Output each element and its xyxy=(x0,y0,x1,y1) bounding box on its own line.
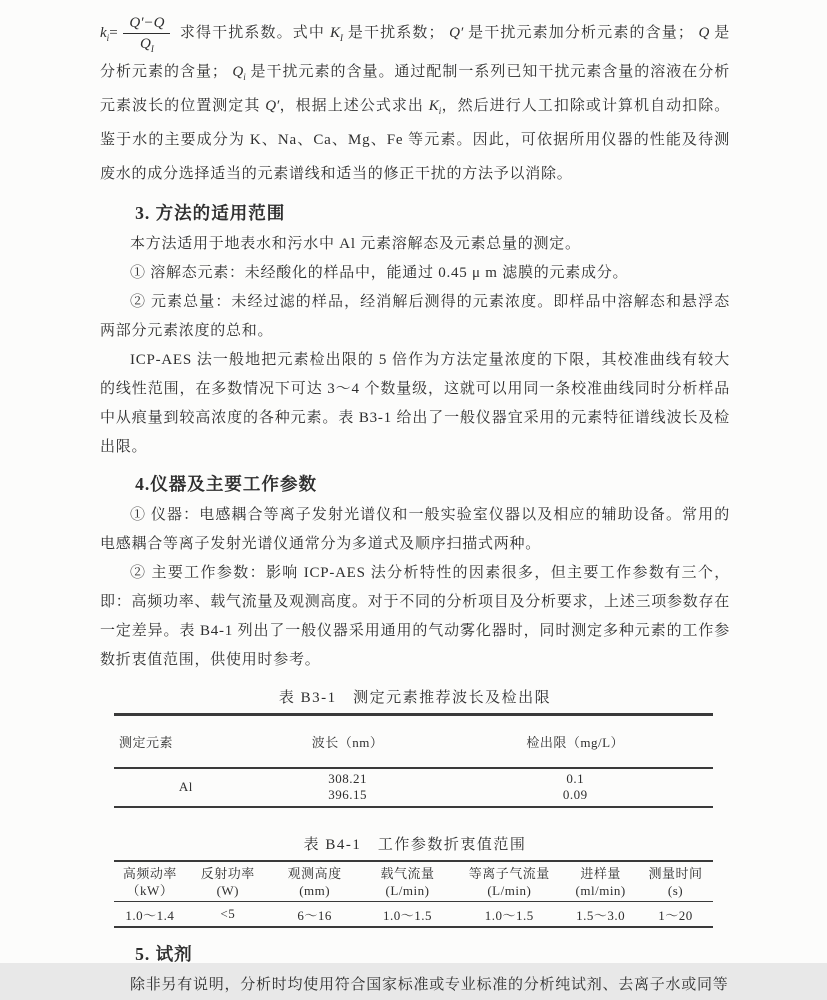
text-run: = xyxy=(109,24,119,41)
column-header-reflected-power: 反射功率 (W) xyxy=(200,866,255,898)
subscript: i xyxy=(438,106,442,116)
table-b3-1-data-row xyxy=(114,769,713,808)
math-variable: $K_I$ xyxy=(329,24,343,43)
table-b3-1-header-row xyxy=(114,713,713,769)
cell-element: Al xyxy=(178,779,193,794)
section-3-paragraph-1: 本方法适用于地表水和污水中 Al 元素溶解态及元素总量的测定。 xyxy=(130,236,581,252)
table-b4-1-data-row xyxy=(114,902,713,928)
cell-plasma-gas-flow: 1.0～1.5 xyxy=(484,907,534,923)
column-header-measurement-time: 测量时间 (s) xyxy=(648,866,703,898)
column-header-sample-uptake: 进样量 (ml/min) xyxy=(575,866,626,898)
text-run: ，然后进行人工扣除或计算机自动扣除。鉴于水的主要成分为 K、Na、Ca、Mg、Fe 等元素。因此，可依据所用仪器的性能及待测废水的成分选择适当的元素谱线和适当的修正干扰的方法予以消除。 xyxy=(100,98,730,182)
section-4-heading: 4.仪器及主要工作参数 xyxy=(135,474,318,494)
cell-detection-limits xyxy=(437,771,713,803)
text-run: 是干扰元素加分析元素的含量； xyxy=(463,24,699,41)
fraction-denominator: $Q_I$ xyxy=(140,36,154,54)
cell-sample-uptake: 1.5～3.0 xyxy=(576,907,626,923)
detection-limit-value: 0.09 xyxy=(562,787,588,802)
section-4-item-1: ① 仪器：电感耦合等离子发射光谱仪和一般实验室仪器以及相应的辅助设备。常用的电感耦合等离子发射光谱仪通常分为多道式及顺序扫描式两种。 xyxy=(100,507,730,552)
section-4-item-2: ② 主要工作参数：影响 ICP-AES 法分析特性的因素很多，但主要工作参数有三个，即：高频功率、载气流量及观测高度。对于不同的分析项目及分析要求，上述三项参数存在一定差异。表 B4-1 列出了一般仪器采用通用的气动雾化器时，同时测定多种元素的工作参数折衷值范围，供使用时参考。 xyxy=(100,565,731,668)
section-3-heading: 3. 方法的适用范围 xyxy=(135,203,286,223)
column-header-element: 测定元素 xyxy=(119,735,174,750)
column-header-carrier-gas-flow: 载气流量 (L/min) xyxy=(380,866,435,898)
section-3-paragraph-2: ICP-AES 法一般地把元素检出限的 5 倍作为方法定量浓度的下限，其校准曲线有较大的线性范围，在多数情况下可达 3～4 个数量级，这就可以用同一条校准曲线同时分析样品中从痕量到较高浓度的各种元素。表 B3-1 给出了一般仪器宜采用的元素特征谱线波长及检出限。 xyxy=(100,352,730,455)
column-header-rf-power: 高频动率 （kW） xyxy=(122,866,177,898)
table-b4-1-caption: 表 B4-1 工作参数折衷值范围 xyxy=(303,837,527,853)
subscript: I xyxy=(150,44,154,54)
text-run: 是干扰系数； xyxy=(342,24,450,41)
cell-reflected-power: <5 xyxy=(220,906,236,921)
math-variable: Q′ xyxy=(449,24,464,41)
cell-carrier-gas-flow: 1.0～1.5 xyxy=(382,907,432,923)
table-b3-1-caption: 表 B3-1 测定元素推荐波长及检出限 xyxy=(278,690,552,706)
text-run: 是分析元素的含量； xyxy=(100,24,730,80)
fraction xyxy=(123,14,170,53)
math-variable: $K_i$ xyxy=(428,98,442,116)
math-variable: $Q_i$ xyxy=(232,64,246,82)
subscript: i xyxy=(106,32,110,43)
math-variable: Q′ xyxy=(265,98,280,114)
paragraph-formula xyxy=(100,12,730,191)
wavelength-value: 396.15 xyxy=(328,787,367,802)
math-variable: Q xyxy=(698,24,710,41)
section-5-paragraph-1: 除非另有说明，分析时均使用符合国家标准或专业标准的分析纯试剂、去离子水或同等 xyxy=(130,977,729,993)
column-header-detection-limit: 检出限（mg/L） xyxy=(526,735,625,750)
cell-observation-height: 6～16 xyxy=(297,907,332,923)
column-header-observation-height: 观测高度 (mm) xyxy=(287,866,342,898)
text-run: 求得干扰系数。式中 xyxy=(179,24,330,41)
table-b3-1 xyxy=(114,713,713,808)
table-b4-1 xyxy=(114,860,713,928)
text-run: ，根据上述公式求出 xyxy=(279,98,429,114)
cell-wavelengths xyxy=(258,771,438,803)
text-run: 是干扰元素的含量。通过配制一系列已知干扰元素含量的溶液在分析元素波长的位置测定其 xyxy=(100,64,730,114)
subscript: i xyxy=(243,72,246,82)
cell-measurement-time: 1～20 xyxy=(658,907,693,923)
section-3-item-2: ② 元素总量：未经过滤的样品，经消解后测得的元素浓度。即样品中溶解态和悬浮态两部分元素浓度的总和。 xyxy=(100,294,730,339)
cell-rf-power: 1.0～1.4 xyxy=(125,907,175,923)
math-variable: $k_i$ xyxy=(100,24,110,43)
section-5-heading: 5. 试剂 xyxy=(135,944,193,964)
subscript: I xyxy=(339,32,343,43)
column-header-wavelength: 波长（nm） xyxy=(311,735,384,750)
column-header-plasma-gas-flow: 等离子气流量 (L/min) xyxy=(468,866,550,898)
detection-limit-value: 0.1 xyxy=(566,771,585,786)
fraction-numerator: Q′−Q xyxy=(123,14,170,34)
wavelength-value: 308.21 xyxy=(328,771,367,786)
table-b4-1-header-row xyxy=(114,860,713,902)
section-3-item-1: ① 溶解态元素：未经酸化的样品中，能通过 0.45 μ m 滤膜的元素成分。 xyxy=(130,265,629,281)
